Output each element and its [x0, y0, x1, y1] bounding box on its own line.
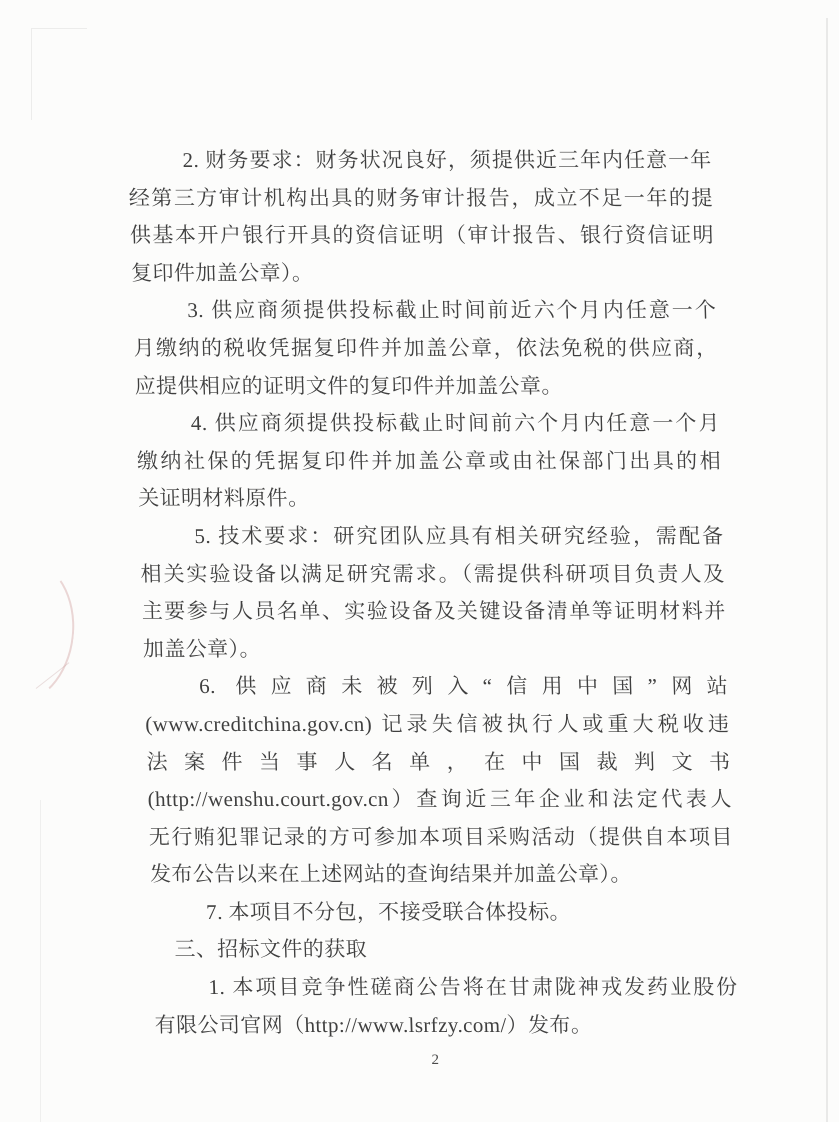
- document-body: [127, 142, 739, 1044]
- scan-artifact-right-edge-line: [826, 18, 828, 1122]
- page-number: 2: [431, 1052, 440, 1068]
- scan-artifact-left-edge-line: [40, 800, 41, 1122]
- text-line: 5. 技术要求：研究团队应具有相关研究经验，需配备: [194, 523, 724, 548]
- text-line: 月缴纳的税收凭据复印件并加盖公章，依法免税的供应商，: [133, 335, 718, 360]
- text-line: (www.creditchina.gov.cn) 记录失信被执行人或重大税收违: [144, 711, 730, 736]
- text-line: 7. 本项目不分包，不接受联合体投标。: [205, 899, 572, 924]
- text-line: 无行贿犯罪记录的方可参加本项目采购活动（提供自本项目: [148, 824, 734, 849]
- section-heading: 三、招标文件的获取: [173, 937, 368, 962]
- text-line: 发布公告以来在上述网站的查询结果并加盖公章）。: [149, 862, 633, 887]
- scan-artifact-corner-vertical: [31, 28, 32, 120]
- text-line: 法案件当事人名单，在中国裁判文书: [146, 749, 731, 774]
- text-line: 6. 供应商未被列入“信用中国”网站: [198, 674, 729, 699]
- text-line: 主要参与人员名单、实验设备及关键设备清单等证明材料并: [141, 599, 727, 624]
- text-line: 1. 本项目竞争性磋商公告将在甘肃陇神戎发药业股份: [208, 975, 738, 1000]
- text-line: 供基本开户银行开具的资信证明（审计报告、银行资信证明: [129, 223, 715, 248]
- text-line: (http://wenshu.court.gov.cn）查询近三年企业和法定代表人: [147, 787, 733, 812]
- text-line: 应提供相应的证明文件的复印件并加盖公章。: [134, 373, 564, 398]
- text-line: 2. 财务要求：财务状况良好，须提供近三年内任意一年: [182, 148, 712, 172]
- scan-artifact-stamp-bleed-arc: [0, 553, 81, 709]
- text-line: 4. 供应商须提供投标截止时间前六个月内任意一个月: [190, 411, 721, 436]
- text-line: 相关实验设备以满足研究需求。（需提供科研项目负责人及: [140, 561, 725, 586]
- text-line: 加盖公章）。: [142, 636, 262, 661]
- text-line: 关证明材料原件。: [137, 486, 310, 511]
- text-line: 经第三方审计机构出具的财务审计报告，成立不足一年的提: [128, 185, 714, 210]
- text-line: 缴纳社保的凭据复印件并加盖公章或由社保部门出具的相: [136, 448, 722, 473]
- text-line: 复印件加盖公章）。: [130, 260, 314, 285]
- text-line: 3. 供应商须提供投标截止时间前近六个月内任意一个: [186, 298, 717, 323]
- scan-artifact-corner-horizontal: [31, 28, 87, 29]
- text-line: 有限公司官网（http://www.lsrfzy.com/）发布。: [154, 1012, 593, 1037]
